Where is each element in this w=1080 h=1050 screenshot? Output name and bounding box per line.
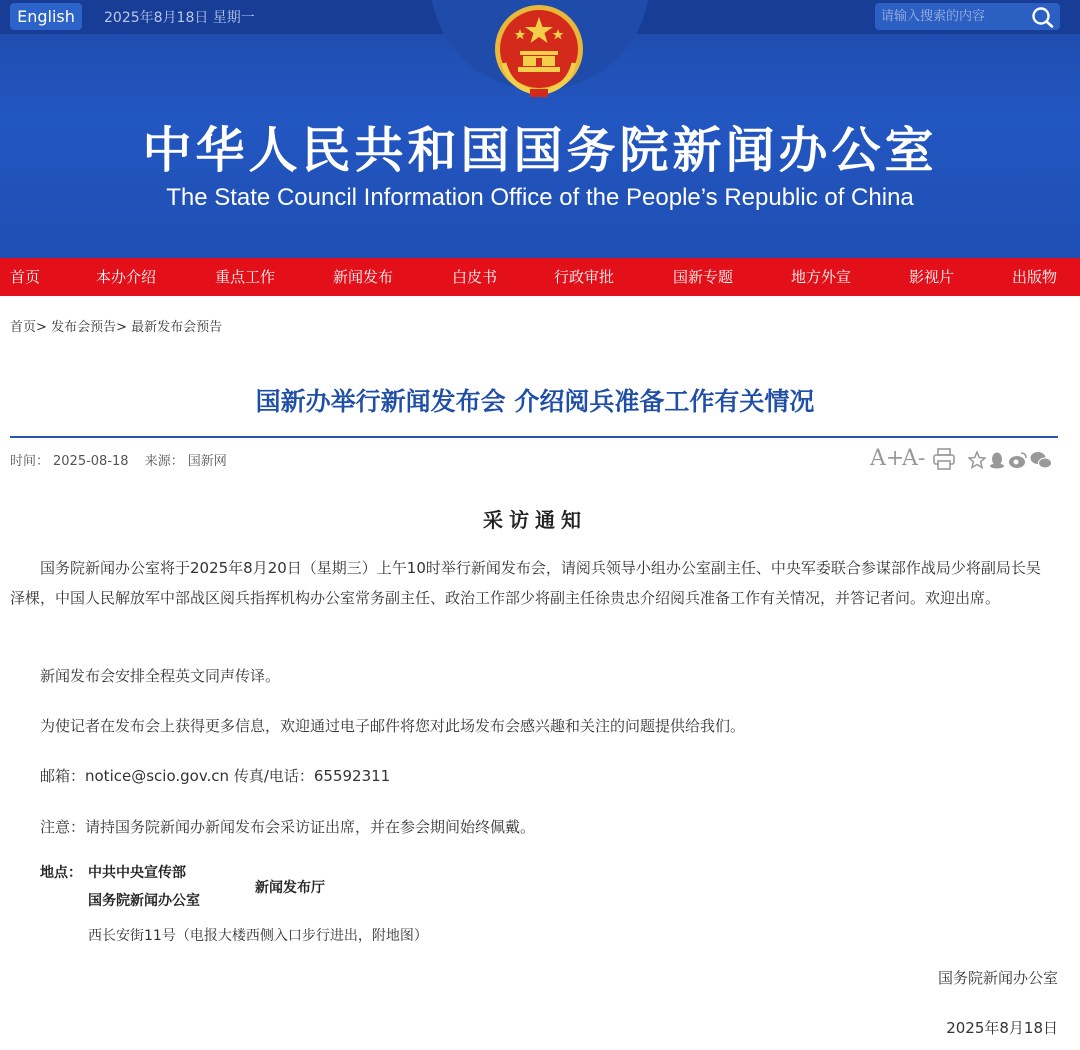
nav-item-home[interactable]: 首页: [10, 268, 41, 286]
breadcrumb-separator: >: [116, 320, 127, 335]
english-button[interactable]: English: [10, 3, 82, 30]
nav-item-about[interactable]: 本办介绍: [96, 268, 157, 286]
nav-item-publications[interactable]: 出版物: [1012, 268, 1058, 286]
main-nav: [0, 258, 1080, 296]
notice-title: 采访通知: [483, 508, 587, 532]
wechat-share-icon[interactable]: [1030, 451, 1052, 469]
article-title: 国新办举行新闻发布会 介绍阅兵准备工作有关情况: [255, 387, 815, 416]
signature-date: 2025年8月18日: [946, 1019, 1058, 1037]
breadcrumb-press-preview[interactable]: 发布会预告: [51, 320, 117, 335]
site-title-english: The State Council Information Office of the People’s Republic of China: [166, 184, 914, 211]
search-icon: [1030, 5, 1056, 29]
time-label: 时间：: [10, 454, 50, 469]
nav-item-key-work[interactable]: 重点工作: [215, 268, 276, 286]
search-input[interactable]: [881, 6, 1021, 27]
nav-item-films[interactable]: 影视片: [909, 268, 955, 286]
nav-item-special-topics[interactable]: 国新专题: [673, 268, 734, 286]
favorite-star-icon[interactable]: [968, 451, 986, 469]
site-title-chinese: 中华人民共和国国务院新闻办公室: [142, 122, 938, 179]
nav-item-white-papers[interactable]: 白皮书: [452, 268, 498, 286]
font-larger-button[interactable]: A+: [870, 446, 905, 471]
location-address: 西长安街11号（电报大楼西侧入口步行进出，附地图）: [88, 928, 428, 944]
paragraph-intro: 国务院新闻办公室将于2025年8月20日（星期三）上午10时举行新闻发布会，请阅兵领导小组办公室副主任、中央军委联合参谋部作战局少将副局长吴泽棵，中国人民解放军中部战区阅兵指挥机构办公室常务副主任、政治工作部少将副主任徐贵忠介绍阅兵准备工作有关情况，并答记者问。欢迎出席。: [10, 559, 1041, 607]
font-smaller-button[interactable]: A-: [902, 446, 926, 471]
breadcrumb-separator: >: [36, 320, 47, 335]
paragraph-email-questions: 为使记者在发布会上获得更多信息，欢迎通过电子邮件将您对此场发布会感兴趣和关注的问题提供给我们。: [40, 717, 746, 735]
qq-share-icon[interactable]: [988, 451, 1006, 469]
search-button[interactable]: [1030, 5, 1056, 29]
breadcrumb-home[interactable]: 首页: [10, 320, 37, 335]
location-org-1: 中共中央宣传部: [88, 865, 186, 881]
title-divider: [10, 436, 1058, 438]
nav-item-local-publicity[interactable]: 地方外宣: [791, 268, 852, 286]
paragraph-note: 注意：请持国务院新闻办新闻发布会采访证出席，并在参会期间始终佩戴。: [40, 818, 536, 836]
paragraph-contact: 邮箱：notice@scio.gov.cn 传真/电话：65592311: [40, 767, 391, 785]
national-emblem-icon: [490, 3, 588, 101]
paragraph-interpretation: 新闻发布会安排全程英文同声传译。: [40, 667, 281, 685]
breadcrumb-latest-preview[interactable]: 最新发布会预告: [131, 320, 223, 335]
nav-item-admin-approval[interactable]: 行政审批: [554, 268, 615, 286]
weibo-share-icon[interactable]: [1008, 451, 1028, 469]
nav-item-news-release[interactable]: 新闻发布: [333, 268, 394, 286]
article-meta: [10, 450, 231, 469]
location-label: 地点：: [40, 865, 82, 881]
current-date: 2025年8月18日 星期一: [104, 10, 255, 26]
print-icon[interactable]: [932, 448, 956, 470]
breadcrumb: [10, 316, 222, 335]
site-header: [0, 0, 1080, 258]
location-org-2: 国务院新闻办公室: [88, 893, 200, 909]
location-hall: 新闻发布厅: [255, 880, 325, 896]
search-box: [875, 3, 1060, 30]
source-label: 来源：: [144, 454, 184, 469]
source-value: 国新网: [187, 454, 227, 469]
signature-organization: 国务院新闻办公室: [937, 969, 1058, 987]
time-value: 2025-08-18: [53, 454, 129, 469]
